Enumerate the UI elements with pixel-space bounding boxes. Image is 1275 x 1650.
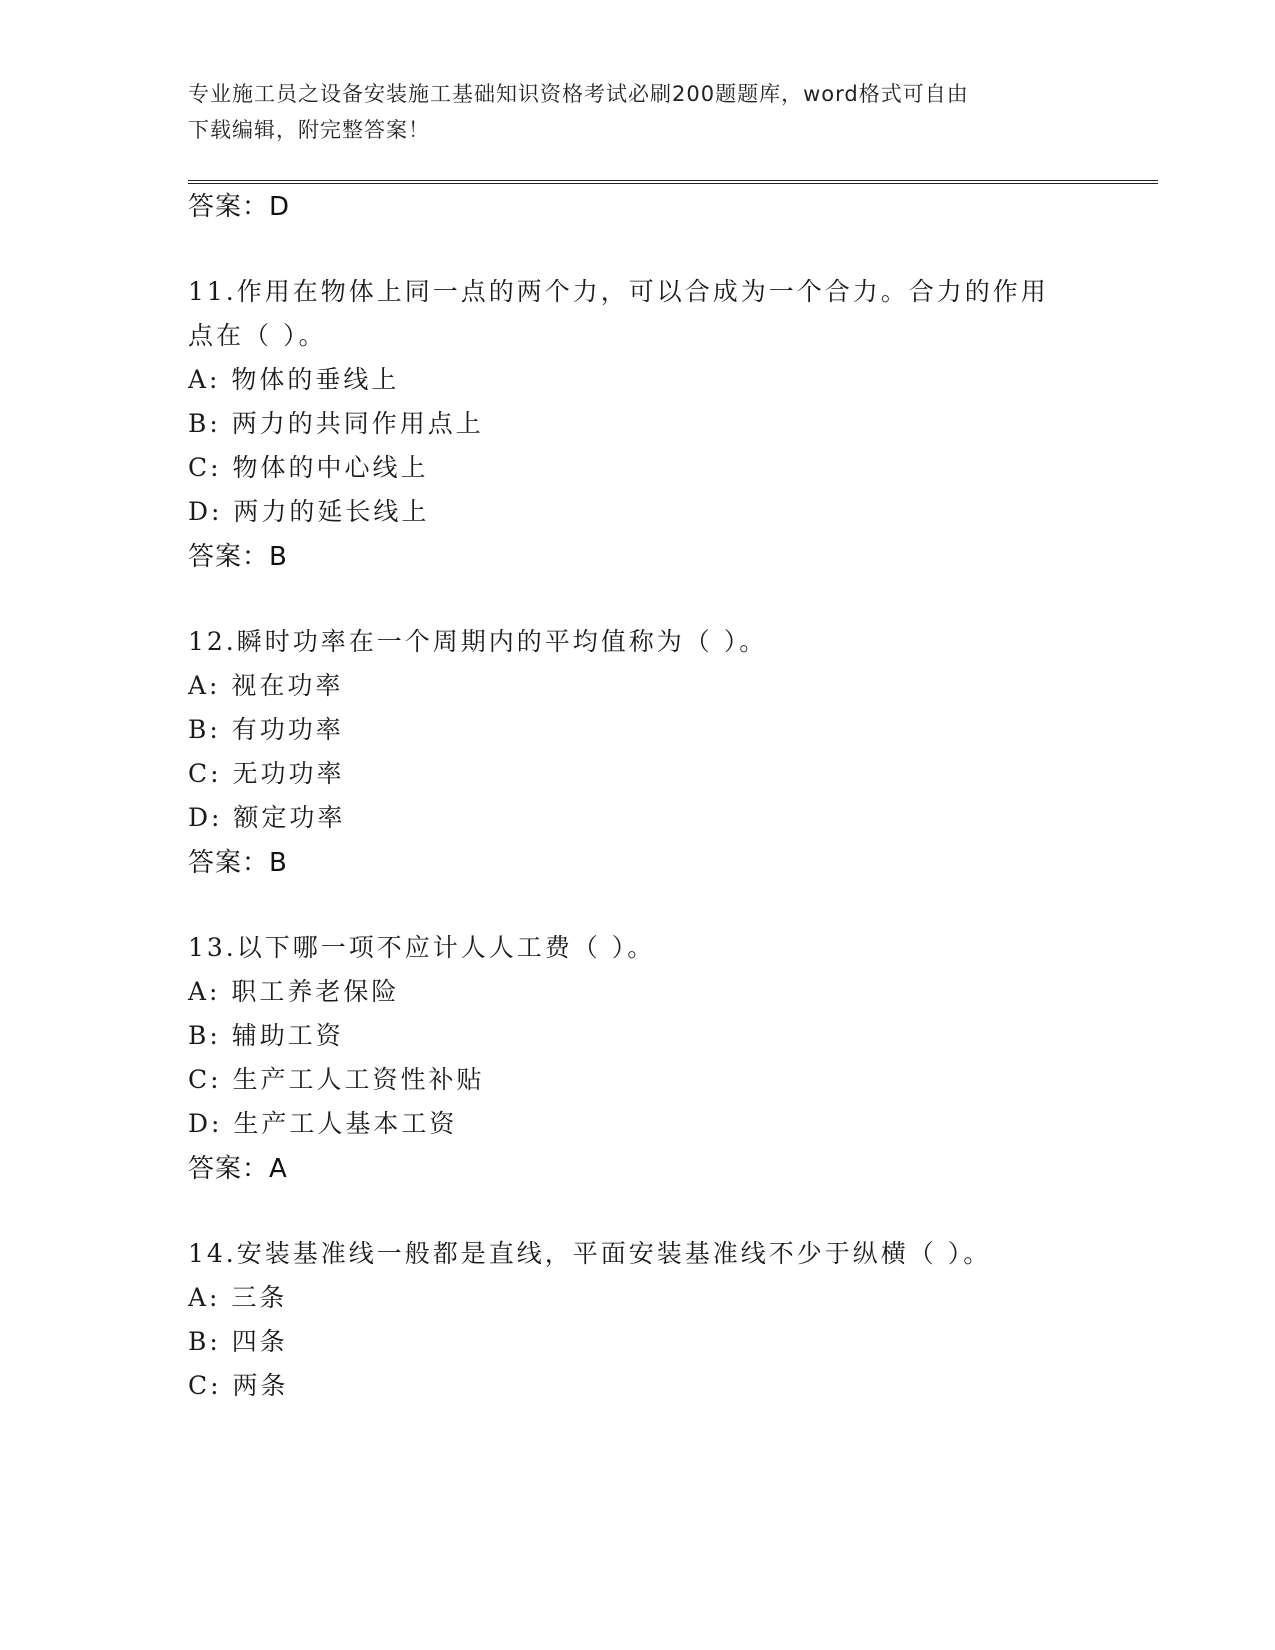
question-12-option-b: B: 有功功率 [188, 715, 344, 744]
question-11-answer: 答案：B [188, 542, 288, 572]
header-divider [188, 180, 1158, 184]
question-13-option-a: A: 职工养老保险 [188, 977, 400, 1006]
question-12-stem: 12.瞬时功率在一个周期内的平均值称为（ ）。 [188, 627, 768, 656]
header-line-2: 下载编辑，附完整答案！ [188, 118, 430, 142]
question-14-stem: 14.安装基准线一般都是直线，平面安装基准线不少于纵横（ ）。 [188, 1239, 992, 1268]
question-12-answer: 答案：B [188, 848, 288, 878]
question-11-stem-line-1: 11.作用在物体上同一点的两个力，可以合成为一个合力。合力的作用 [188, 277, 1049, 306]
question-14-option-c: C: 两条 [188, 1371, 289, 1400]
question-11-stem-line-2: 点在（ ）。 [188, 321, 327, 350]
question-12-option-d: D: 额定功率 [188, 803, 346, 832]
question-13-answer: 答案：A [188, 1154, 288, 1184]
question-11-option-c: C: 物体的中心线上 [188, 453, 429, 482]
question-11-option-a: A: 物体的垂线上 [188, 365, 400, 394]
question-13-option-c: C: 生产工人工资性补贴 [188, 1065, 485, 1094]
question-14-option-b: B: 四条 [188, 1327, 288, 1356]
question-12-option-c: C: 无功功率 [188, 759, 345, 788]
previous-answer: 答案：D [188, 192, 291, 222]
question-11-option-d: D: 两力的延长线上 [188, 497, 430, 526]
question-13-option-b: B: 辅助工资 [188, 1021, 344, 1050]
header-line-1: 专业施工员之设备安装施工基础知识资格考试必刷200题题库，word格式可自由 [188, 82, 969, 106]
question-11-option-b: B: 两力的共同作用点上 [188, 409, 484, 438]
question-13-stem: 13.以下哪一项不应计人人工费（ ）。 [188, 933, 656, 962]
question-13-option-d: D: 生产工人基本工资 [188, 1109, 458, 1138]
question-14-option-a: A: 三条 [188, 1283, 288, 1312]
document-header [188, 76, 1088, 148]
question-12-option-a: A: 视在功率 [188, 671, 344, 700]
